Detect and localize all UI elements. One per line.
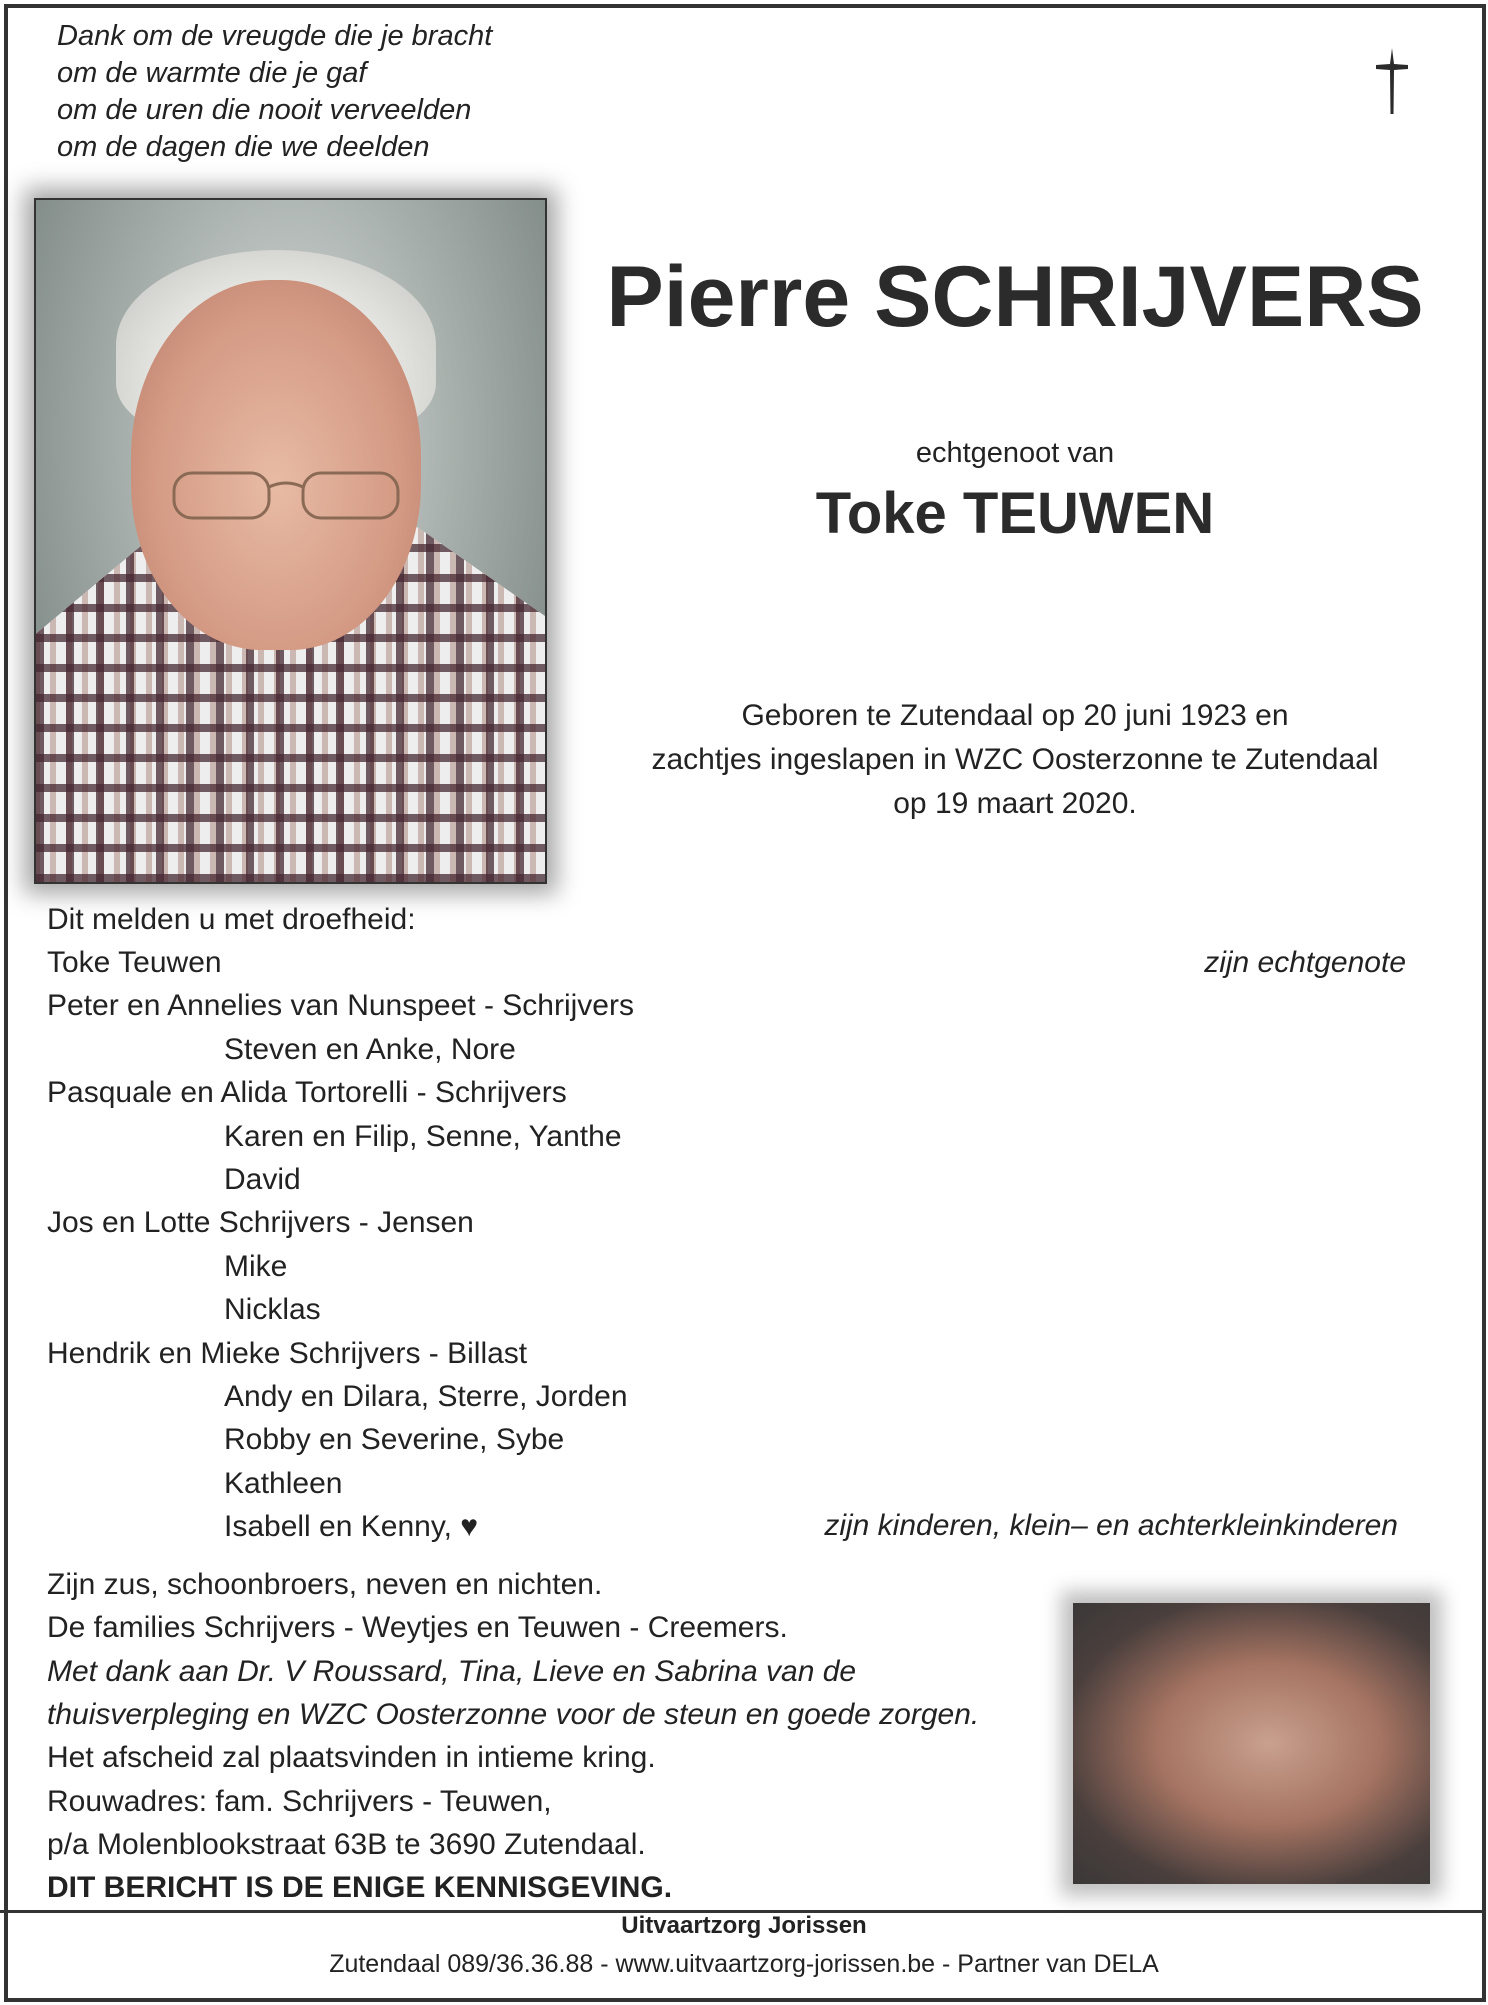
family-member-line: Toke Teuwen <box>47 946 222 979</box>
family-member-line: Steven en Anke, Nore <box>224 1032 516 1066</box>
closing-line: thuisverpleging en WZC Oosterzonne voor de steun en goede zorgen. <box>47 1697 980 1731</box>
dates-line: Geboren te Zutendaal op 20 juni 1923 en <box>741 699 1289 732</box>
birth-death-dates <box>560 694 1470 826</box>
spouse-label: echtgenoot van <box>915 437 1115 469</box>
funeral-home-contact: Zutendaal 089/36.36.88 - www.uitvaartzorg-jorissen.be - Partner van DELA <box>329 1950 1159 1978</box>
family-member-line: Nicklas <box>224 1293 321 1327</box>
family-member-line: Kathleen <box>224 1466 343 1500</box>
portrait-photo <box>34 198 547 884</box>
spouse-name: Toke TEUWEN <box>815 481 1215 546</box>
funeral-home-name: Uitvaartzorg Jorissen <box>621 1912 867 1939</box>
cross-icon <box>1374 48 1410 114</box>
family-member-line: Andy en Dilara, Sterre, Jorden <box>224 1380 628 1413</box>
glasses-icon <box>166 465 406 525</box>
family-member-line: Isabell en Kenny, ♥ <box>224 1510 479 1544</box>
closing-line: Met dank aan Dr. V Roussard, Tina, Lieve en Sabrina van de <box>47 1654 857 1688</box>
hands-photo <box>1073 1603 1430 1884</box>
closing-line: Het afscheid zal plaatsvinden in intieme kring. <box>47 1741 656 1775</box>
relation-spouse: zijn echtgenote <box>1204 946 1406 979</box>
family-member-line: Pasquale en Alida Tortorelli - Schrijvers <box>47 1076 567 1110</box>
deceased-name: Pierre SCHRIJVERS <box>606 249 1424 345</box>
poem-line: om de warmte die je gaf <box>57 57 367 89</box>
closing-line: Zijn zus, schoonbroers, neven en nichten. <box>47 1568 603 1601</box>
family-intro: Dit melden u met droefheid: <box>47 903 416 936</box>
family-member-line: Peter en Annelies van Nunspeet - Schrijvers <box>47 989 634 1023</box>
relation-children: zijn kinderen, klein– en achterkleinkinderen <box>824 1509 1398 1542</box>
family-member-line: David <box>224 1163 301 1196</box>
dates-line: op 19 maart 2020. <box>893 787 1137 820</box>
dates-line: zachtjes ingeslapen in WZC Oosterzonne te Zutendaal <box>651 743 1379 776</box>
closing-line: De families Schrijvers - Weytjes en Teuwen - Creemers. <box>47 1611 788 1645</box>
family-member-line: Jos en Lotte Schrijvers - Jensen <box>47 1206 474 1240</box>
poem-line: om de dagen die we deelden <box>57 131 430 163</box>
family-member-line: Robby en Severine, Sybe <box>224 1423 565 1457</box>
closing-line: p/a Molenblookstraat 63B te 3690 Zutendaal. <box>47 1827 646 1861</box>
sole-notice-line: DIT BERICHT IS DE ENIGE KENNISGEVING. <box>47 1871 673 1905</box>
poem-line: Dank om de vreugde die je bracht <box>57 20 493 52</box>
family-member-line: Mike <box>224 1249 288 1283</box>
family-member-line: Hendrik en Mieke Schrijvers - Billast <box>47 1336 528 1370</box>
closing-line: Rouwadres: fam. Schrijvers - Teuwen, <box>47 1784 552 1818</box>
poem-line: om de uren die nooit verveelden <box>57 94 472 126</box>
family-member-line: Karen en Filip, Senne, Yanthe <box>224 1119 622 1153</box>
poem <box>57 18 492 166</box>
